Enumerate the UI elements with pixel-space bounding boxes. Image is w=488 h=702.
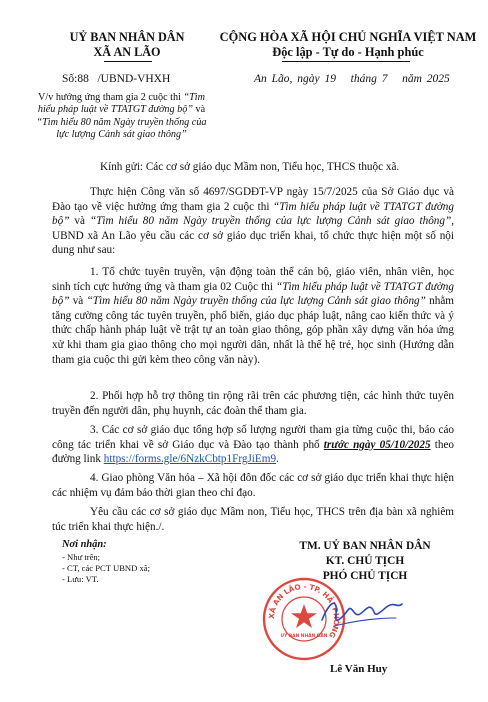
document-date: An Lão, ngày 19 tháng 7 năm 2025 <box>254 73 450 85</box>
recipient-item: - Như trên; <box>62 552 101 562</box>
authority-line1: UỶ BAN NHÂN DÂN <box>69 30 185 44</box>
addressee: Kính gửi: Các cơ sở giáo dục Mầm non, Tiểu học, THCS thuộc xã. <box>100 161 400 173</box>
deadline: trước ngày 05/10/2025 <box>323 438 431 451</box>
forms-link[interactable]: https://forms.gle/6NzkCbtp1FrgJiEm9 <box>103 453 277 466</box>
item4-text: 4. Giao phòng Văn hóa – Xã hội đôn đốc các cơ sở giáo dục triển khai thực hiện các nhiệm vụ đảm bảo thời gian theo chỉ đạo. <box>52 472 454 499</box>
intro-paragraph <box>52 185 454 258</box>
authority-line2: XÃ AN LÃO <box>93 45 161 59</box>
subject-prefix: V/v hướng ứng tham gia 2 cuộc thi <box>38 92 184 103</box>
item1-text-e: nhằm tăng cường công tác tuyên truyền, phổ biến, giáo dục pháp luật, nâng cao kiến thức và ý thức chấp hành pháp luật về trật tự an toàn giao thông, góp phần xây dựng văn hóa ứng xử khi tham gia giao thông cho mọi người dân, nhất là thế hệ trẻ, học sinh (Hướng dẫn tham gia cuộc thi gửi kèm theo công văn này). <box>52 295 455 366</box>
recipient-item: - CT, các PCT UBND xã; <box>62 563 150 574</box>
sign-line1: TM. UỶ BAN NHÂN DÂN <box>299 540 431 552</box>
item1-text-c: và <box>69 295 87 308</box>
seal-ring-text: XÃ AN LÃO - TP. HẢI PHÒNG <box>266 581 342 640</box>
handwritten-signature <box>316 588 408 638</box>
motto-line2: Độc lập - Tự do - Hạnh phúc <box>272 45 424 59</box>
closing-text: Yêu cầu các cơ sở giáo dục Mầm non, Tiểu học, THCS trên địa bàn xã nghiêm túc triển khai thực hiện./. <box>52 506 454 533</box>
intro-text-a: Thực hiện Công văn số 4697/SGDĐT-VP ngày 15/7/2025 của Sở Giáo dục và Đào tạo về việc hưởng ứng tham gia 2 cuộc thi <box>52 186 454 213</box>
item1-contest2: “Tìm hiểu 80 năm Ngày truyền thống của lực lượng Cảnh sát giao thông” <box>86 295 426 308</box>
item1-text-a: 1. Tổ chức tuyên truyền, vận động toàn thể cán bộ, giáo viên, nhân viên, học sinh tích cực hưởng ứng và tham gia 02 Cuộc thi <box>52 266 454 293</box>
recipients-title: Nơi nhận: <box>62 539 107 550</box>
item3-text-a: 3. Các cơ sở giáo dục tổng hợp số lượng người tham gia từng cuộc thi, báo cáo công tác triển khai về sở Giáo dục và Đào tạo thành phố <box>52 424 454 451</box>
intro-contest1: “Tìm hiểu pháp luật về TTATGT đường bộ” <box>52 200 454 228</box>
item-4 <box>52 471 454 500</box>
signer-name: Lê Văn Huy <box>330 663 388 675</box>
intro-text-e: , UBND xã An Lão yêu cầu các cơ sở giáo dục triển khai, tổ chức thực hiện một số nội dung như sau: <box>52 215 454 257</box>
recipient-item: - Lưu: VT. <box>62 574 99 585</box>
item-2 <box>52 389 454 418</box>
authority-underline <box>104 61 152 62</box>
intro-text-c: và <box>69 215 90 228</box>
motto-underline <box>282 61 410 62</box>
closing-paragraph <box>52 505 454 534</box>
item3-text-b: theo đường link <box>52 438 455 466</box>
seal-star-icon <box>291 604 317 628</box>
document-number: Số:88 /UBND-VHXH <box>62 73 171 85</box>
seal-center-text: UỶ BAN NHÂN DÂN <box>280 634 328 639</box>
subject-contest1: “Tìm hiểu pháp luật về TTATGT đường bộ” <box>37 92 205 116</box>
motto-line1: CỘNG HÒA XÃ HỘI CHỦ NGHĨA VIỆT NAM <box>219 30 477 44</box>
document-subject <box>34 92 209 142</box>
intro-contest2: “Tìm hiểu 80 năm Ngày truyền thống của lực lượng Cảnh sát giao thông” <box>89 215 452 228</box>
recipients-list <box>62 552 150 586</box>
item1-contest1: “Tìm hiểu pháp luật về TTATGT đường bộ” <box>52 280 454 308</box>
item2-text: 2. Phối hợp hỗ trợ thông tin rộng rãi trên các phương tiện, các hình thức tuyên truyền đến người dân, phụ huynh, các đoàn thể tham gia. <box>52 390 454 417</box>
sign-line2: KT. CHỦ TỊCH <box>325 555 405 567</box>
issuing-authority <box>52 30 202 60</box>
subject-joiner: và <box>192 104 206 116</box>
sign-line3: PHÓ CHỦ TỊCH <box>322 570 408 582</box>
subject-contest2: “Tìm hiểu 80 năm Ngày truyền thống của lực lượng Cảnh sát giao thông” <box>36 116 207 141</box>
item3-text-c: . <box>276 453 279 466</box>
item-3 <box>52 423 454 467</box>
item-1 <box>52 265 454 367</box>
national-motto <box>218 30 478 60</box>
